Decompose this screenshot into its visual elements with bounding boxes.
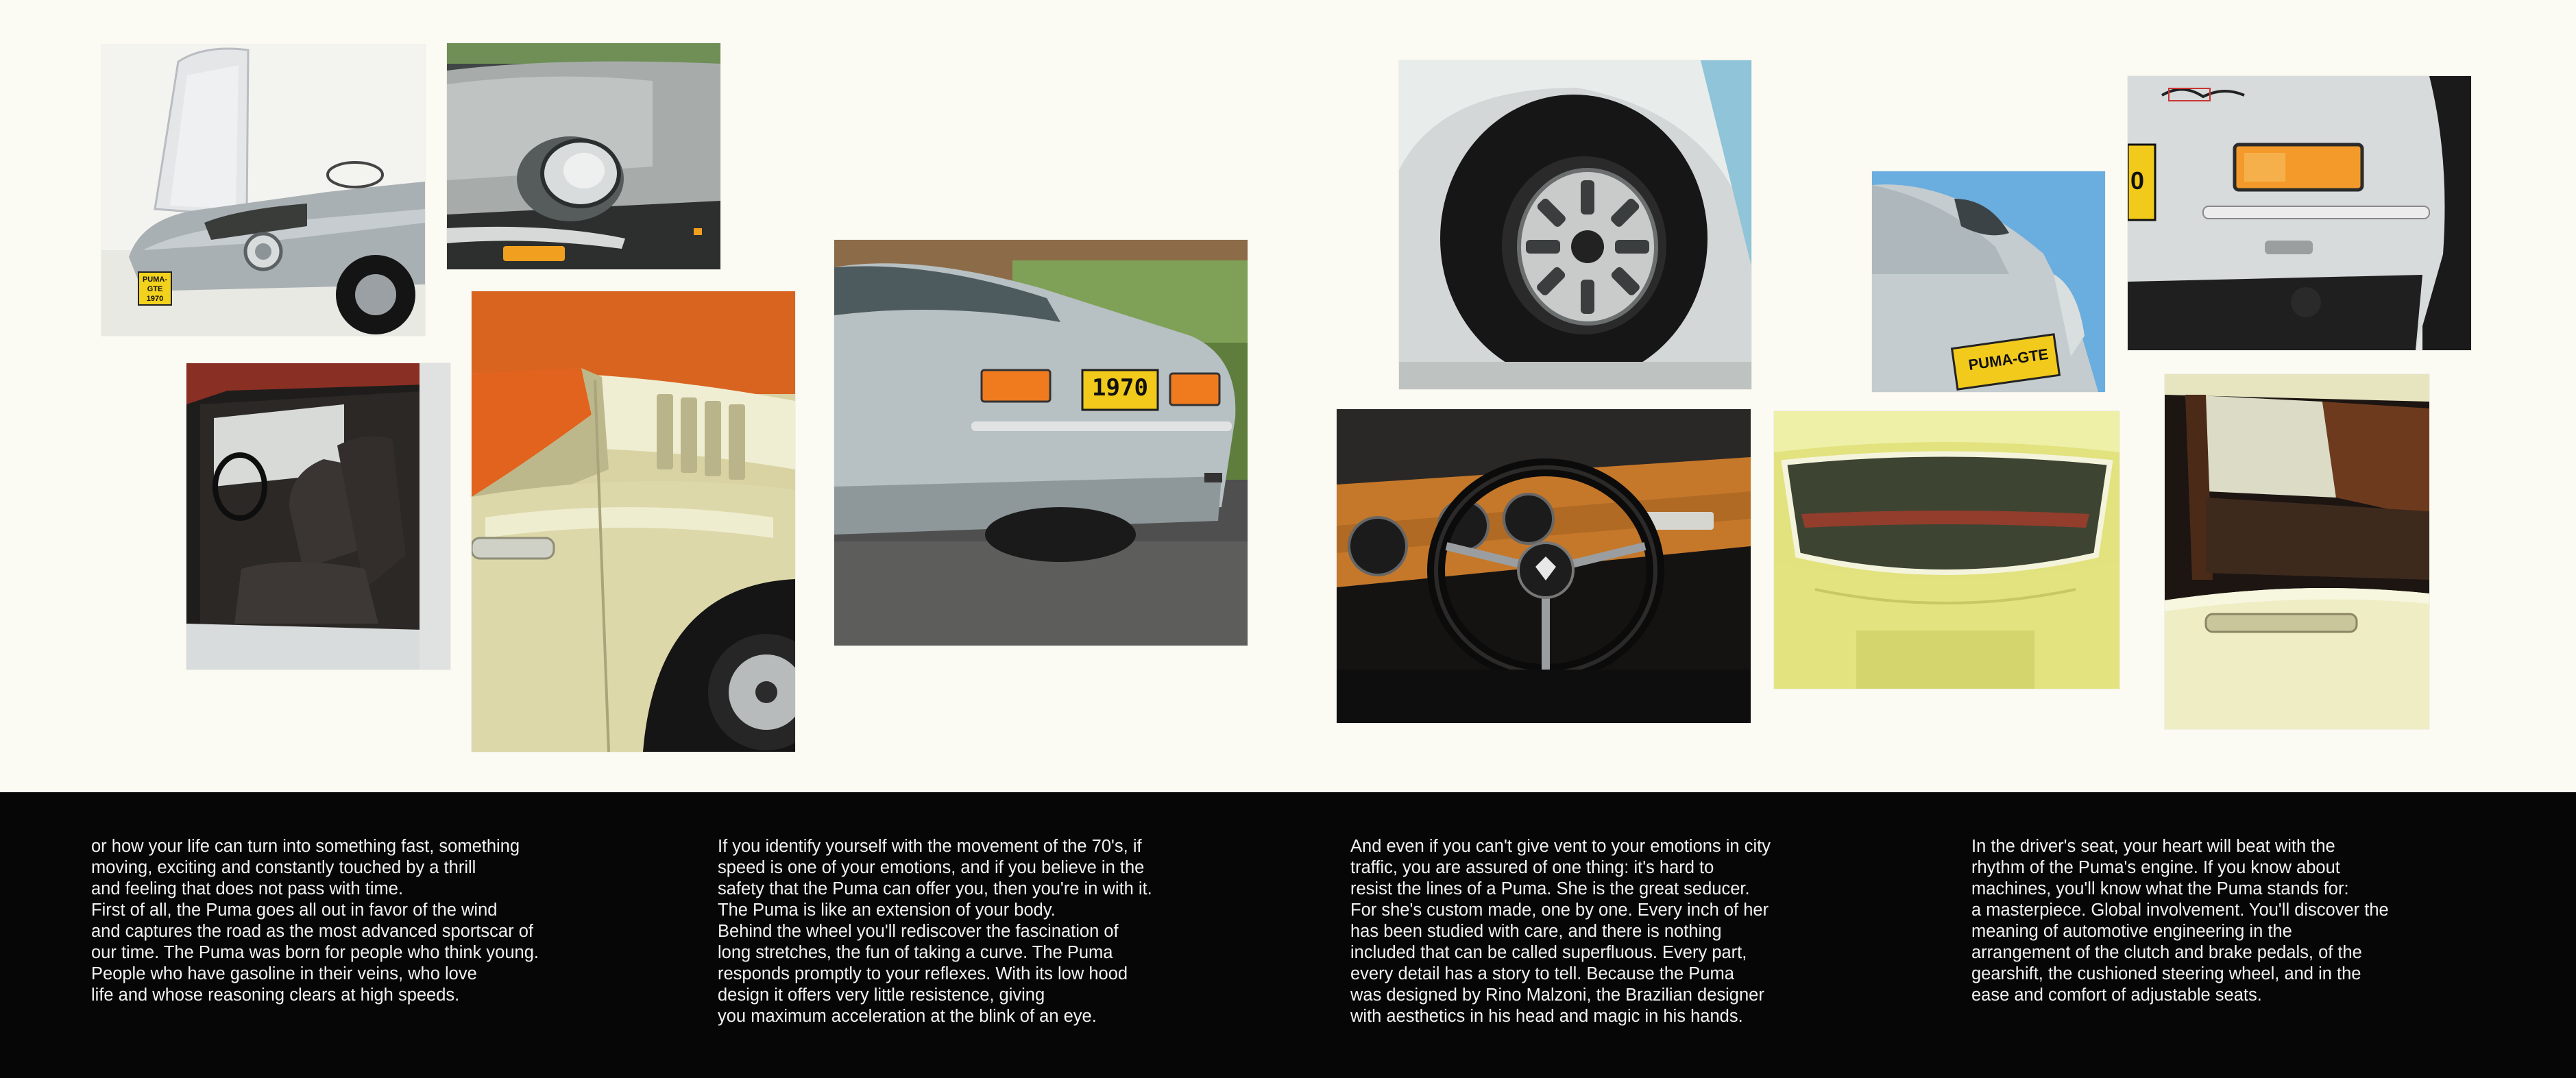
column-2-line: design it offers very little resistence, giving xyxy=(718,985,1045,1005)
column-3-line: every detail has a story to tell. Because the Puma xyxy=(1350,964,1734,983)
text-column-2 xyxy=(718,836,1307,1027)
column-2-line: safety that the Puma can offer you, then you're in with it. xyxy=(718,879,1152,898)
column-2-line: you maximum acceleration at the blink of an eye. xyxy=(718,1007,1097,1026)
column-2-line: Behind the wheel you'll rediscover the fascination of xyxy=(718,922,1119,941)
photo-wheel-closeup xyxy=(1399,60,1751,389)
photo-tail-light-closeup xyxy=(2128,76,2471,350)
column-4-line: arrangement of the clutch and brake pedals, of the xyxy=(1971,943,2362,962)
column-1-line: First of all, the Puma goes all out in favor of the wind xyxy=(91,901,498,920)
text-column-3 xyxy=(1350,836,1940,1027)
photo-front-windshield xyxy=(1774,411,2119,689)
column-2-line: If you identify yourself with the movement of the 70's, if xyxy=(718,837,1142,856)
tail-plate-partial: 0 xyxy=(2130,167,2145,195)
photo-headlight-closeup xyxy=(447,43,720,269)
photo-interior-seats xyxy=(186,363,450,670)
photo-steering-dashboard xyxy=(1337,409,1751,723)
column-4-line: In the driver's seat, your heart will beat with the xyxy=(1971,837,2335,856)
photo-side-door-vents xyxy=(472,291,795,752)
column-3-line: For she's custom made, one by one. Every inch of her xyxy=(1350,901,1769,920)
column-1-line: or how your life can turn into something fast, something xyxy=(91,837,520,856)
column-4-line: machines, you'll know what the Puma stands for: xyxy=(1971,879,2349,898)
column-3-line: with aesthetics in his head and magic in his hands. xyxy=(1350,1007,1743,1026)
text-column-4 xyxy=(1971,836,2561,1006)
column-2-line: speed is one of your emotions, and if you believe in the xyxy=(718,858,1145,877)
column-1-line: our time. The Puma was born for people who think young. xyxy=(91,943,539,962)
photo-rear-badge-plate xyxy=(1872,171,2105,392)
column-2-line: responds promptly to your reflexes. With its low hood xyxy=(718,964,1128,983)
column-3-line: was designed by Rino Malzoni, the Brazilian designer xyxy=(1350,985,1764,1005)
photo-seat-interior-dark xyxy=(2165,374,2429,729)
column-4-line: gearshift, the cushioned steering wheel, and in the xyxy=(1971,964,2361,983)
rear-plate-small: PUMA-GTE xyxy=(1967,345,2050,374)
column-3-line: included that can be called superfluous. Every part, xyxy=(1350,943,1747,962)
photo-rear-view-1970 xyxy=(834,240,1248,646)
column-1-line: life and whose reasoning clears at high speeds. xyxy=(91,985,460,1005)
column-2-line: long stretches, the fun of taking a curve. The Puma xyxy=(718,943,1113,962)
column-4-line: meaning of automotive engineering in the xyxy=(1971,922,2292,941)
text-column-1 xyxy=(91,836,681,1006)
photo-open-hood-front xyxy=(101,45,425,336)
column-1-line: and feeling that does not pass with time. xyxy=(91,879,404,898)
column-3-line: resist the lines of a Puma. She is the great seducer. xyxy=(1350,879,1750,898)
column-1-line: moving, exciting and constantly touched by a thrill xyxy=(91,858,476,877)
rear-plate-1970: 1970 xyxy=(1092,374,1148,402)
column-3-line: And even if you can't give vent to your emotions in city xyxy=(1350,837,1771,856)
column-4-line: ease and comfort of adjustable seats. xyxy=(1971,985,2262,1005)
front-plate-label: PUMA-GTE 1970 xyxy=(142,275,168,303)
column-4-line: rhythm of the Puma's engine. If you know about xyxy=(1971,858,2340,877)
column-2-line: The Puma is like an extension of your body. xyxy=(718,901,1056,920)
column-4-line: a masterpiece. Global involvement. You'll discover the xyxy=(1971,901,2389,920)
column-1-line: and captures the road as the most advanced sportscar of xyxy=(91,922,533,941)
column-3-line: has been studied with care, and there is nothing xyxy=(1350,922,1722,941)
column-1-line: People who have gasoline in their veins, who love xyxy=(91,964,477,983)
column-3-line: traffic, you are assured of one thing: it's hard to xyxy=(1350,858,1714,877)
